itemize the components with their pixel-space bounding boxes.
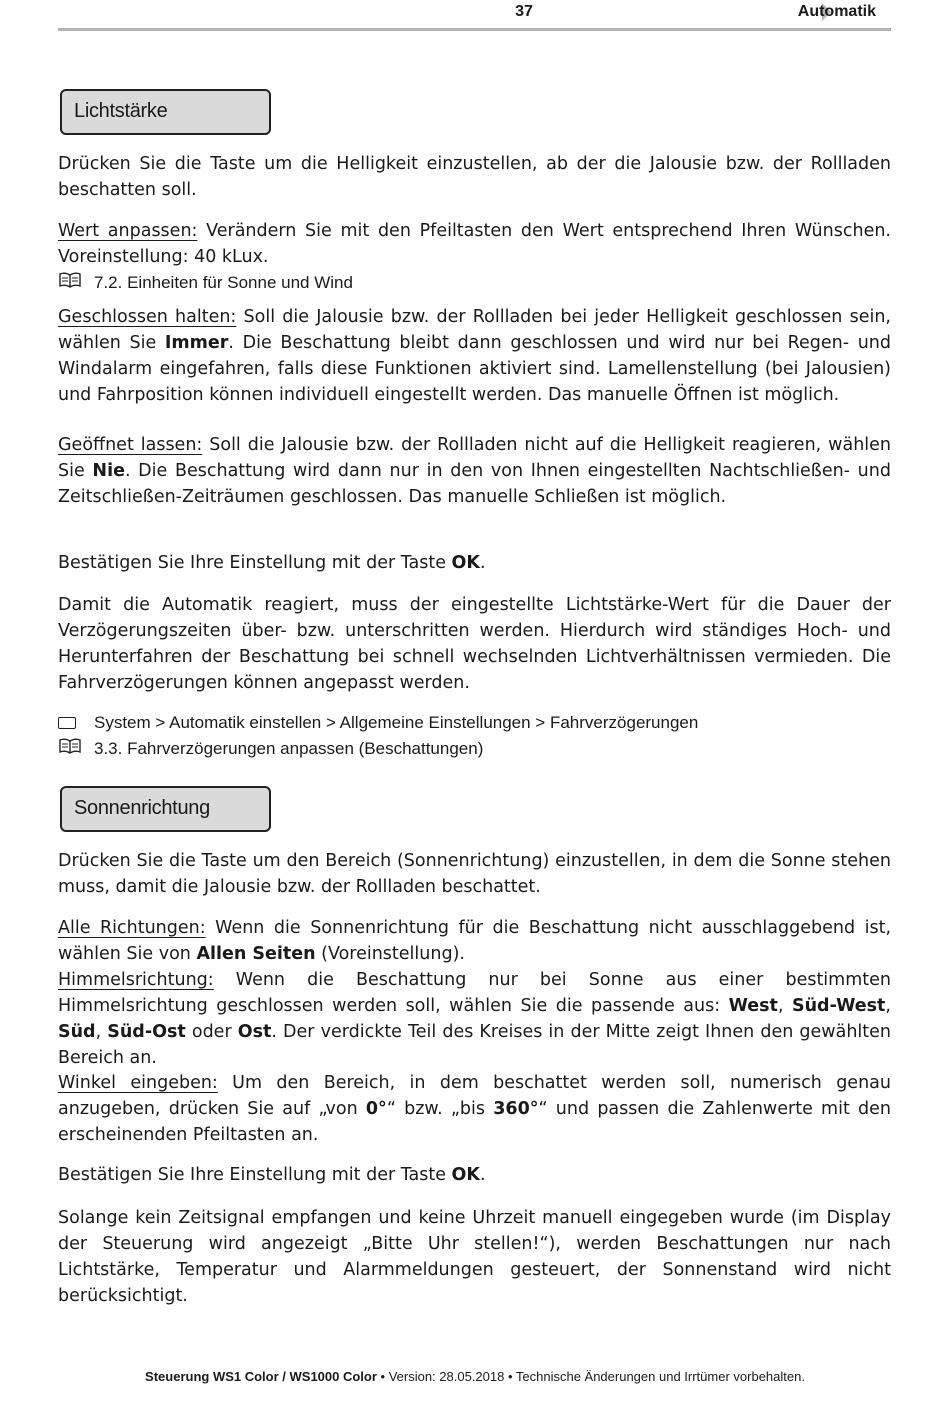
reference-units: 7.2. Einheiten für Sonne und Wind	[58, 271, 353, 295]
book-icon	[58, 737, 84, 762]
alle-richtungen-paragraph: Alle Richtungen: Wenn die Sonnenrichtung für die Beschattung nicht ausschlaggebend ist, wählen Sie von Allen Seiten (Voreinstellung).	[58, 918, 892, 964]
geoeffnet-lassen-paragraph: Geöffnet lassen: Soll die Jalousie bzw. der Rollladen nicht auf die Helligkeit reagieren, wählen Sie Nie. Die Beschattung wird dann nur in den von Ihnen eingestellten Nachtschließen- und Zeitschließen-Zeiträumen geschlossen. Das manuelle Schließen ist möglich.	[58, 435, 892, 507]
geoeffnet-lassen-label: Geöffnet lassen:	[58, 435, 203, 455]
wert-anpassen-label: Wert anpassen:	[58, 221, 198, 241]
book-icon	[58, 271, 84, 296]
footer-product: Steuerung WS1 Color / WS1000 Color	[145, 1369, 377, 1384]
himmelsrichtung-paragraph: Himmelsrichtung: Wenn die Beschattung nur bei Sonne aus einer bestimmten Himmelsrichtung geschlossen werden soll, wählen Sie die passende aus: West, Süd-West, Süd, Süd-Ost oder Ost. Der verdickte Teil des Kreises in der Mitte zeigt Ihnen den gewählten Bereich an.	[58, 970, 891, 1068]
chapter-title: Automatik	[797, 3, 876, 20]
geschlossen-halten-paragraph: Geschlossen halten: Soll die Jalousie bzw. der Rollladen bei jeder Helligkeit geschlossen sein, wählen Sie Immer. Die Beschattung bleibt dann geschlossen und wird nur bei Regen- und Windalarm eingefahren, falls diese Funktionen aktiviert sind. Lamellenstellung (bei Jalousien) und Fahrposition können individuell eingestellt werden. Das manuelle Öffnen ist möglich.	[58, 307, 891, 405]
reference-delays: 3.3. Fahrverzögerungen anpassen (Beschattungen)	[58, 737, 483, 761]
geschlossen-halten-label: Geschlossen halten:	[58, 307, 237, 327]
winkel-eingeben-label: Winkel eingeben:	[58, 1073, 218, 1093]
page-header	[58, 0, 891, 31]
alle-richtungen-label: Alle Richtungen:	[58, 918, 206, 938]
delay-paragraph: Damit die Automatik reagiert, muss der eingestellte Lichtstärke-Wert für die Dauer der Verzögerungszeiten über- bzw. unterschritten werden. Hierdurch wird ständiges Hoch- und Herunterfahren der Beschattung bei schnell wechselnden Lichtverhältnissen vermieden. Die Fahrverzögerungen können angepasst werden.	[58, 595, 891, 693]
time-signal-note: Solange kein Zeitsignal empfangen und keine Uhrzeit manuell eingegeben wurde (im Display der Steuerung wird angezeigt „Bitte Uhr stellen!“), werden Beschattungen nur nach Lichtstärke, Temperatur und Alarmmeldungen gesteuert, der Sonnenstand wird nicht berücksichtigt.	[58, 1208, 891, 1306]
menu-path: System > Automatik einstellen > Allgemeine Einstellungen > Fahrverzögerungen	[58, 711, 698, 735]
section-heading-lichtstaerke: Lichtstärke	[60, 89, 271, 135]
winkel-eingeben-paragraph: Winkel eingeben: Um den Bereich, in dem beschattet werden soll, numerisch genau anzugeben, drücken Sie auf „von 0°“ bzw. „bis 360°“ und passen die Zahlenwerte mit den erscheinenden Pfeiltasten an.	[58, 1073, 891, 1145]
menu-icon	[58, 717, 76, 729]
sonnenrichtung-confirm: Bestätigen Sie Ihre Einstellung mit der Taste OK.	[58, 1165, 486, 1185]
lichtstaerke-intro: Drücken Sie die Taste um die Helligkeit einzustellen, ab der die Jalousie bzw. der Rollladen beschatten soll.	[58, 154, 891, 200]
page-footer	[0, 1369, 950, 1384]
sonnenrichtung-intro: Drücken Sie die Taste um den Bereich (Sonnenrichtung) einzustellen, in dem die Sonne stehen muss, damit die Jalousie bzw. der Rollladen beschattet.	[58, 851, 891, 897]
footer-version: • Version: 28.05.2018 • Technische Änderungen und Irrtümer vorbehalten.	[376, 1369, 805, 1384]
page-number: 37	[515, 3, 533, 20]
section-heading-sonnenrichtung: Sonnenrichtung	[60, 786, 271, 832]
wert-anpassen-paragraph: Wert anpassen: Verändern Sie mit den Pfeiltasten den Wert entsprechend Ihren Wünschen. Voreinstellung: 40 kLux.	[58, 221, 891, 267]
himmelsrichtung-label: Himmelsrichtung:	[58, 970, 214, 990]
lichtstaerke-confirm: Bestätigen Sie Ihre Einstellung mit der Taste OK.	[58, 553, 486, 573]
